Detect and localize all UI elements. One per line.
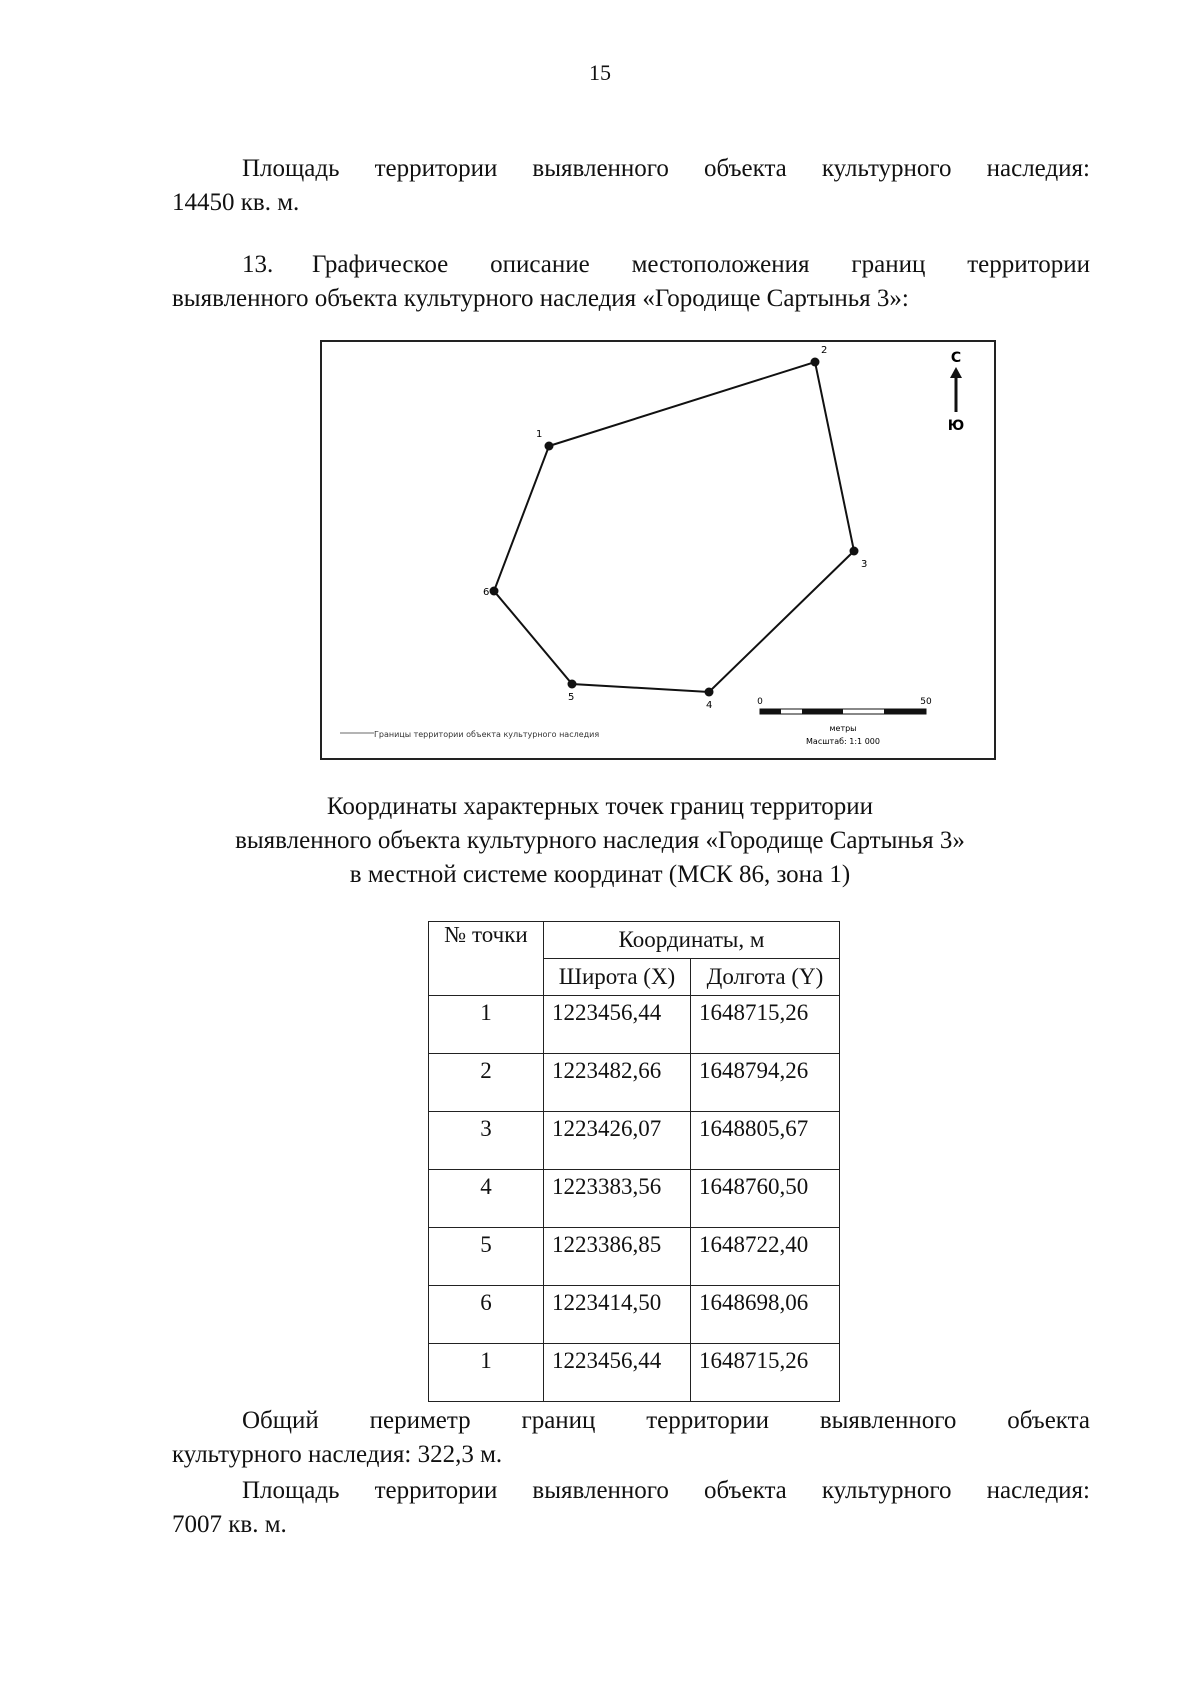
boundary-vertex-3 [850, 547, 868, 571]
vertex-label-2: 2 [821, 345, 828, 356]
cell-longitude: 1648698,06 [691, 1286, 840, 1344]
cell-longitude: 1648805,67 [691, 1112, 840, 1170]
cell-latitude: 1223456,44 [544, 996, 691, 1054]
vertex-label-3: 3 [861, 559, 868, 570]
perimeter-line1 [172, 1404, 1090, 1438]
cell-longitude: 1648715,26 [691, 1344, 840, 1402]
north-label: С [950, 350, 962, 366]
perimeter-line2: культурного наследия: 322,3 м. [172, 1441, 503, 1468]
legend-text: Границы территории объекта культурного наследия [374, 730, 600, 739]
scale-unit-label: метры [829, 724, 857, 733]
vertex-label-6: 6 [483, 587, 490, 598]
perimeter-word: объекта [1007, 1407, 1090, 1434]
cell-latitude: 1223386,85 [544, 1228, 691, 1286]
header-point-number: № точки [429, 922, 544, 996]
perimeter-paragraph [172, 1404, 1090, 1472]
area-line1: Площадь территории выявленного объекта культурного наследия: [242, 1477, 1090, 1504]
perimeter-word: Общий [242, 1407, 319, 1434]
table-row [429, 1170, 840, 1228]
cell-latitude: 1223414,50 [544, 1286, 691, 1344]
table-row [429, 1054, 840, 1112]
coordinates-heading-line2: выявленного объекта культурного наследия «Городище Сартынья 3» [235, 827, 965, 854]
vertex-label-5: 5 [568, 692, 575, 703]
vertex-label-1: 1 [536, 429, 543, 440]
boundary-vertex-5 [568, 680, 577, 704]
vertex-label-4: 4 [706, 700, 713, 711]
section13-title: Графическое описание местоположения границ территории [312, 251, 1090, 278]
cell-point-number: 6 [429, 1286, 544, 1344]
header-latitude: Широта (X) [544, 959, 691, 996]
boundary-vertex-4 [705, 688, 714, 712]
header-coordinates: Координаты, м [544, 922, 840, 959]
perimeter-word: выявленного [819, 1407, 957, 1434]
scale-bar [757, 697, 932, 746]
cell-point-number: 1 [429, 1344, 544, 1402]
cell-point-number: 3 [429, 1112, 544, 1170]
map-legend [340, 730, 599, 739]
header-longitude: Долгота (Y) [691, 959, 840, 996]
coordinates-table-body [429, 996, 840, 1402]
cell-longitude: 1648715,26 [691, 996, 840, 1054]
area-line2: 7007 кв. м. [172, 1511, 287, 1538]
area-prev-line1: Площадь территории выявленного объекта культурного наследия: [242, 155, 1090, 182]
table-row [429, 1286, 840, 1344]
cell-latitude: 1223383,56 [544, 1170, 691, 1228]
cell-latitude: 1223426,07 [544, 1112, 691, 1170]
boundary-polygon [494, 362, 854, 692]
coordinates-table [428, 921, 840, 1402]
perimeter-word: периметр [369, 1407, 471, 1434]
page-number: 15 [589, 60, 611, 85]
scale-ratio-label: Масштаб: 1:1 000 [806, 737, 880, 746]
cell-point-number: 1 [429, 996, 544, 1054]
boundary-map [320, 340, 996, 760]
boundary-map-svg [322, 342, 994, 758]
table-row [429, 1228, 840, 1286]
cell-point-number: 5 [429, 1228, 544, 1286]
table-row [429, 1344, 840, 1402]
section13-line2: выявленного объекта культурного наследия «Городище Сартынья 3»: [172, 285, 909, 312]
table-row [429, 996, 840, 1054]
scale-end-label: 50 [920, 697, 932, 707]
cell-longitude: 1648760,50 [691, 1170, 840, 1228]
section13-heading [172, 248, 1090, 316]
area-paragraph [172, 1474, 1090, 1542]
scale-start-label: 0 [757, 697, 763, 707]
south-label: Ю [947, 418, 965, 434]
section13-line1 [172, 248, 1090, 282]
coordinates-heading-line1: Координаты характерных точек границ территории [326, 793, 874, 820]
cell-longitude: 1648794,26 [691, 1054, 840, 1112]
cell-latitude: 1223482,66 [544, 1054, 691, 1112]
north-arrow-icon [948, 350, 964, 434]
boundary-vertex-2 [811, 345, 828, 367]
coordinates-heading [0, 790, 1200, 892]
boundary-vertex-6 [483, 587, 499, 599]
area-prev-line2: 14450 кв. м. [172, 189, 300, 216]
perimeter-word: границ [521, 1407, 596, 1434]
perimeter-word: территории [646, 1407, 770, 1434]
cell-point-number: 4 [429, 1170, 544, 1228]
section13-number: 13. [242, 251, 274, 278]
cell-latitude: 1223456,44 [544, 1344, 691, 1402]
table-row [429, 1112, 840, 1170]
coordinates-heading-line3: в местной системе координат (МСК 86, зона 1) [349, 861, 851, 888]
boundary-vertex-1 [536, 429, 554, 451]
area-prev-paragraph [172, 152, 1090, 220]
cell-longitude: 1648722,40 [691, 1228, 840, 1286]
cell-point-number: 2 [429, 1054, 544, 1112]
